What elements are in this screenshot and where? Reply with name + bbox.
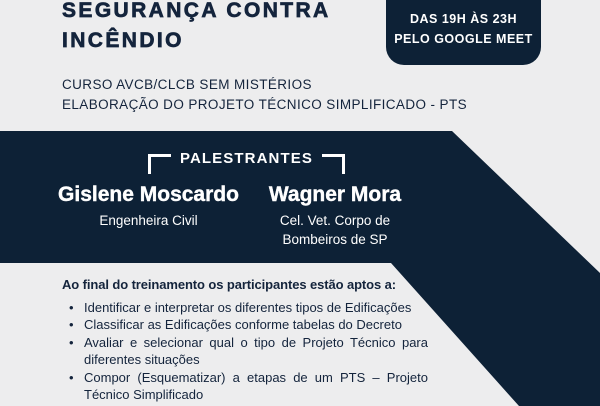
speakers-header bbox=[148, 150, 345, 174]
bracket-left-icon bbox=[148, 154, 171, 174]
outcome-item: • Identificar e interpretar os diferentes tipos de Edificações bbox=[62, 299, 428, 316]
outcomes-heading: Ao final do treinamento os participantes estão aptos a: bbox=[62, 277, 397, 292]
speakers-header-label: PALESTRANTES bbox=[180, 150, 313, 167]
outcomes-list bbox=[62, 299, 428, 403]
subtitle-project: ELABORAÇÃO DO PROJETO TÉCNICO SIMPLIFICADO - PTS bbox=[62, 97, 468, 112]
outcome-item: • Avaliar e selecionar qual o tipo de Projeto Técnico para diferentes situações bbox=[62, 334, 428, 369]
speaker-name: Gislene Moscardo bbox=[58, 183, 239, 206]
schedule-badge-platform: PELO GOOGLE MEET bbox=[394, 32, 533, 46]
speaker-name: Wagner Mora bbox=[268, 183, 402, 206]
speaker-role: Cel. Vet. Corpo de Bombeiros de SP bbox=[279, 213, 391, 247]
outcome-item: • Classificar as Edificações conforme tabelas do Decreto bbox=[62, 316, 428, 333]
bracket-right-icon bbox=[322, 154, 345, 174]
speaker-card-gislene bbox=[56, 184, 241, 230]
schedule-badge-time: DAS 19H ÀS 23H bbox=[409, 12, 518, 26]
schedule-badge bbox=[386, 0, 541, 65]
outcomes-section bbox=[62, 277, 428, 403]
speaker-card-wagner bbox=[252, 184, 418, 249]
subtitle-course: CURSO AVCB/CLCB SEM MISTÉRIOS bbox=[62, 77, 312, 92]
speaker-role: Engenheira Civil bbox=[99, 213, 198, 228]
outcome-item: • Compor (Esquematizar) a etapas de um PTS – Projeto Técnico Simplificado bbox=[62, 369, 428, 404]
page-title-line1: SEGURANÇA CONTRA bbox=[62, 0, 331, 22]
page-title bbox=[62, 0, 331, 56]
page-title-line2: INCÊNDIO bbox=[62, 29, 184, 52]
